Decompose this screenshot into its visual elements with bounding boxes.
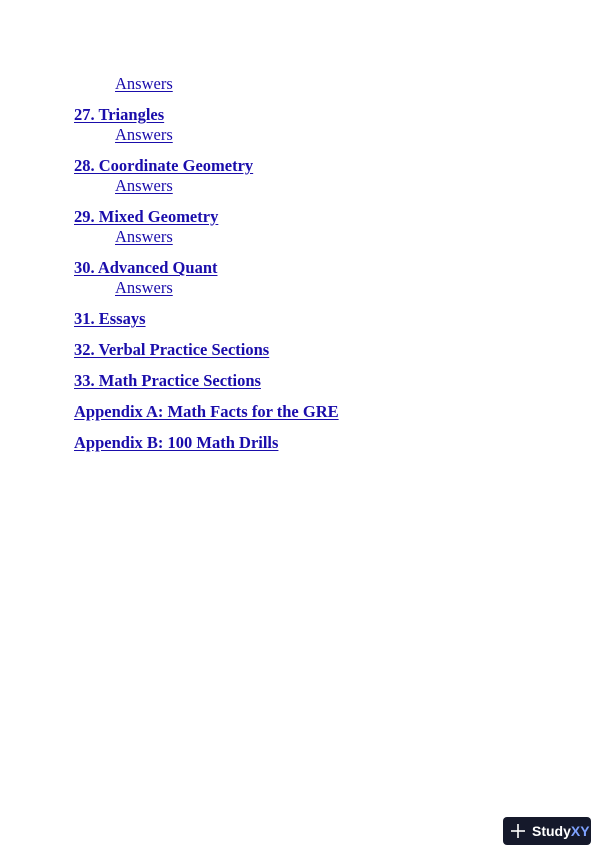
plus-icon bbox=[510, 823, 526, 839]
toc-appendix-b-link[interactable]: Appendix B: 100 Math Drills bbox=[74, 433, 279, 452]
studyxy-badge[interactable] bbox=[503, 817, 591, 845]
toc-chapter-28-answers-link[interactable]: Answers bbox=[115, 176, 173, 195]
toc-chapter-31-link[interactable]: 31. Essays bbox=[74, 309, 146, 328]
toc-answers-link[interactable]: Answers bbox=[115, 74, 173, 93]
brand-main-text: Study bbox=[532, 823, 571, 839]
toc-chapter-29-answers-link[interactable]: Answers bbox=[115, 227, 173, 246]
toc-chapter-33-link[interactable]: 33. Math Practice Sections bbox=[74, 371, 261, 390]
toc-chapter-27-answers-link[interactable]: Answers bbox=[115, 125, 173, 144]
toc-chapter-27-link[interactable]: 27. Triangles bbox=[74, 105, 165, 124]
toc-chapter-28-link[interactable]: 28. Coordinate Geometry bbox=[74, 156, 254, 175]
toc-appendix-a-link[interactable]: Appendix A: Math Facts for the GRE bbox=[74, 402, 339, 421]
toc-chapter-30-answers-link[interactable]: Answers bbox=[115, 278, 173, 297]
toc-chapter-32-link[interactable]: 32. Verbal Practice Sections bbox=[74, 340, 270, 359]
toc-chapter-29-link[interactable]: 29. Mixed Geometry bbox=[74, 207, 219, 226]
brand-accent-text: XY bbox=[570, 823, 590, 839]
toc-chapter-30-link[interactable]: 30. Advanced Quant bbox=[74, 258, 218, 277]
